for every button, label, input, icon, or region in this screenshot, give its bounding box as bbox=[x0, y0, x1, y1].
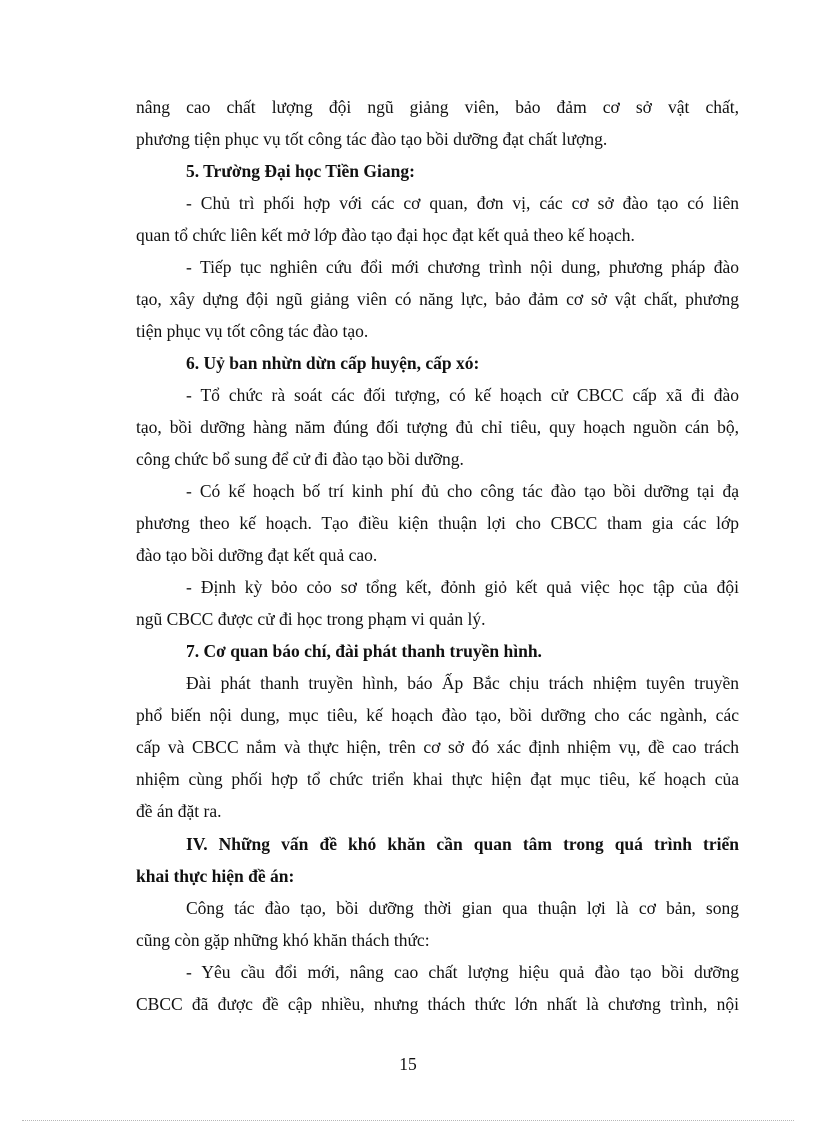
body-line: phương tiện phục vụ tốt công tác đào tạo bồi dưỡng đạt chất lượng. bbox=[136, 129, 608, 149]
body-line: tạo, xây dựng đội ngũ giảng viên có năng lực, bảo đảm cơ sở vật chất, phương bbox=[136, 289, 739, 309]
body-line: - Định kỳ bỏo cỏo sơ tổng kết, đỏnh giỏ kết quả việc học tập của đội bbox=[186, 577, 739, 597]
body-line: công chức bổ sung để cử đi đào tạo bồi dưỡng. bbox=[136, 449, 464, 469]
body-line: đào tạo bồi dưỡng đạt kết quả cao. bbox=[136, 545, 378, 565]
body-line: nhiệm cùng phối hợp tổ chức triển khai thực hiện đạt mục tiêu, kế hoạch của bbox=[136, 769, 739, 789]
body-line: đề án đặt ra. bbox=[136, 801, 222, 821]
body-line: - Chủ trì phối hợp với các cơ quan, đơn vị, các cơ sở đào tạo có liên bbox=[186, 193, 739, 213]
body-line: Đài phát thanh truyền hình, báo Ấp Bắc chịu trách nhiệm tuyên truyền bbox=[186, 673, 739, 693]
section-heading-7: 7. Cơ quan báo chí, đài phát thanh truyền hình. bbox=[186, 641, 542, 661]
body-line: tiện phục vụ tốt công tác đào tạo. bbox=[136, 321, 369, 341]
body-line: cấp và CBCC nắm và thực hiện, trên cơ sở đó xác định nhiệm vụ, đề cao trách bbox=[136, 737, 739, 757]
body-line: - Có kế hoạch bố trí kinh phí đủ cho công tác đào tạo bồi dưỡng tại đạ bbox=[186, 481, 739, 501]
section-heading-5: 5. Trường Đại học Tiền Giang: bbox=[186, 161, 415, 181]
body-line: quan tổ chức liên kết mở lớp đào tạo đại học đạt kết quả theo kế hoạch. bbox=[136, 225, 635, 245]
section-heading-iv: IV. Những vấn đề khó khăn cần quan tâm trong quá trình triển bbox=[186, 834, 739, 854]
body-line: - Tiếp tục nghiên cứu đổi mới chương trình nội dung, phương pháp đào bbox=[186, 257, 739, 277]
page-number: 15 bbox=[399, 1054, 417, 1074]
body-line: tạo, bồi dưỡng hàng năm đúng đối tượng đủ chỉ tiêu, quy hoạch nguồn cán bộ, bbox=[136, 417, 739, 437]
section-heading-6: 6. Uỷ ban nhừn dừn cấp huyện, cấp xó: bbox=[186, 353, 480, 373]
body-line: cũng còn gặp những khó khăn thách thức: bbox=[136, 930, 430, 950]
body-line: CBCC đã được đề cập nhiều, nhưng thách thức lớn nhất là chương trình, nội bbox=[136, 994, 739, 1014]
body-line: - Tổ chức rà soát các đối tượng, có kế hoạch cử CBCC cấp xã đi đào bbox=[186, 385, 739, 405]
body-line: phổ biến nội dung, mục tiêu, kế hoạch đào tạo, bồi dưỡng cho các ngành, các bbox=[136, 705, 739, 725]
body-line: - Yêu cầu đổi mới, nâng cao chất lượng hiệu quả đào tạo bồi dưỡng bbox=[186, 962, 739, 982]
body-line: ngũ CBCC được cử đi học trong phạm vi quản lý. bbox=[136, 609, 486, 629]
body-line: Công tác đào tạo, bồi dưỡng thời gian qua thuận lợi là cơ bản, song bbox=[186, 898, 739, 918]
body-line: nâng cao chất lượng đội ngũ giảng viên, bảo đảm cơ sở vật chất, bbox=[136, 97, 739, 117]
body-line: phương theo kế hoạch. Tạo điều kiện thuận lợi cho CBCC tham gia các lớp bbox=[136, 513, 739, 533]
section-heading-iv-cont: khai thực hiện đề án: bbox=[136, 866, 295, 886]
page-border-divider bbox=[22, 1120, 794, 1121]
